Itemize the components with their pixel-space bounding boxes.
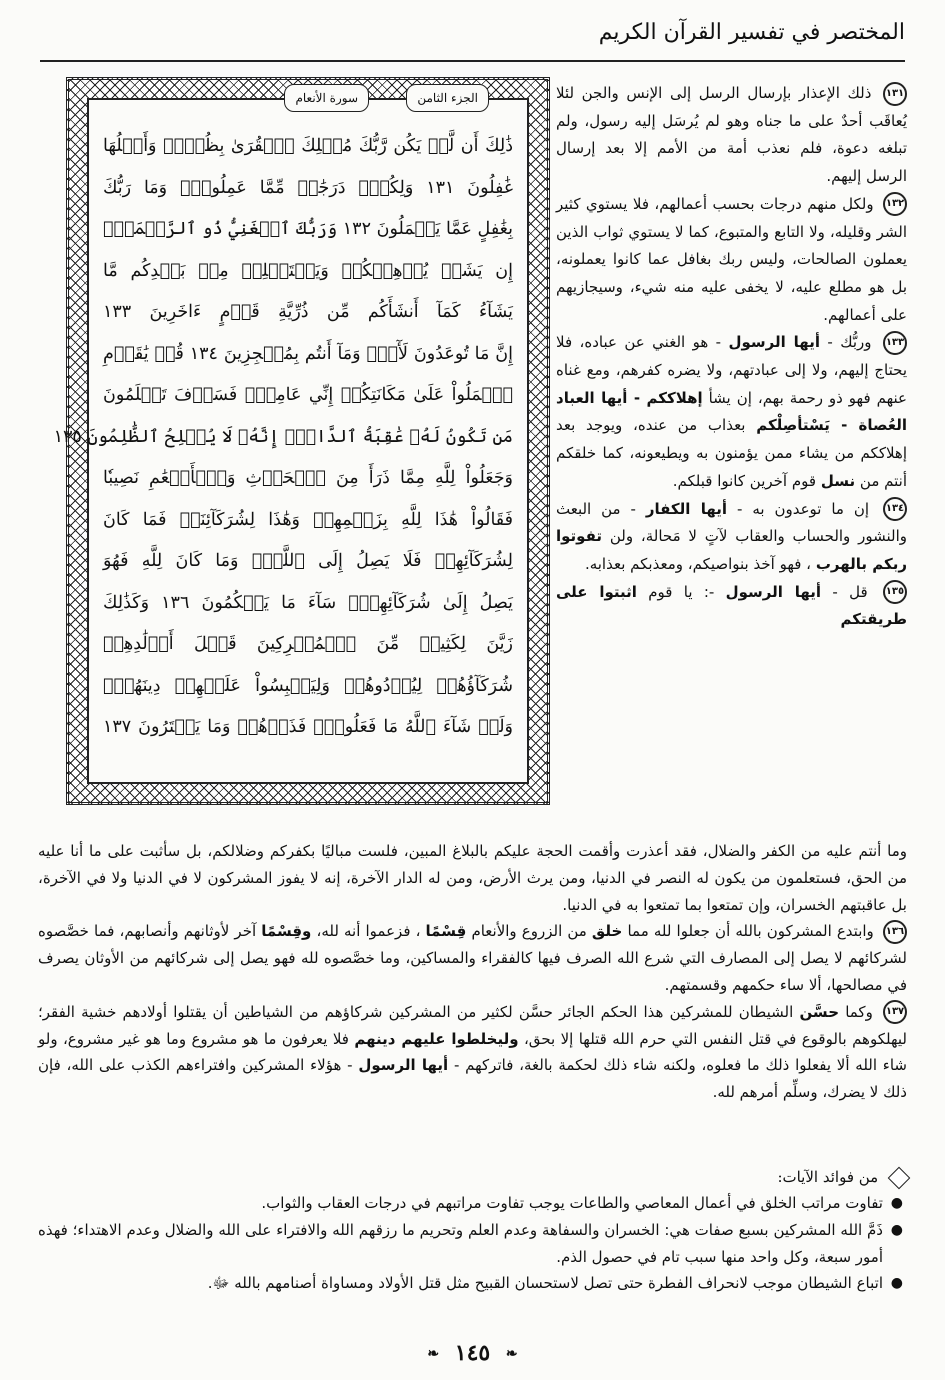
tafsir-text: من الزروع والأنعام [471, 922, 587, 941]
quran-text-box [53, 91, 529, 784]
benefit-item [38, 1217, 907, 1271]
quran-line: يَصِلُ إِلَىٰ شُرَكَآئِهِمۡۗ سَآءَ مَا يَحۡكُمُونَ ١٣٦ وَكَذَٰلِكَ [103, 592, 513, 613]
tafsir-text: وابتدع المشركون بالله أن جعلوا لله مما [627, 922, 874, 941]
benefits-section [38, 1168, 907, 1297]
tafsir-emphasis: خلق [591, 922, 623, 941]
quran-lines [53, 126, 513, 772]
tafsir-text: فلا يعرفون ما هو مشروع وما هو غير مشروع، ولو شاء الله ألا يفعلوا ذلك ما فعلوه، ولكنه شاء ذلك لحكمة بالغة، فاتركهم - [38, 1029, 907, 1075]
tafsir-emphasis: أيها الكفار [645, 499, 728, 518]
header-rule [40, 60, 905, 62]
surah-label: سورة الأنعام [284, 84, 369, 112]
tafsir-text: ولكل منهم درجات بحسب أعمالهم، فلا يستوي كثير الشر وقليله، ولا التابع والمتبوع، كما لا يستوي ثواب الذين يعملون الصالحات، وليس ربك بغافل عما كانوا يعملونه، بل هو مطلع عليه، لا يخفى عليه منه شيء، وسيجازيهم على أعمالهم. [556, 194, 907, 324]
bullet-icon: ● [890, 1275, 903, 1292]
ayah-number-badge: ١٣٧ [883, 1000, 907, 1024]
tafsir-emphasis: أيها الرسول [358, 1056, 449, 1075]
tafsir-text: وما أنتم عليه من الكفر والضلال، فقد أعذرت وأقمت الحجة عليكم بالبلاغ المبين، فلست مباليًا بكفركم وضلالكم، بل سأثبت على ما أنا عليه من الحق، فستعلمون من يكون له النصر في الدنيا، ومن يرث الأرض، ومن له الدار الآخرة، إنه لا يفوز المشركون لا في الدنيا ولا في الآخرة، بل عاقبتهم الخسران، وإن تمتعوا بما تمتعوا به في الدنيا. [38, 842, 907, 914]
quran-line: فَقَالُواْ هَٰذَا لِلَّهِ بِزَعۡمِهِمۡ وَهَٰذَا لِشُرَكَآئِنَاۖ فَمَا كَانَ [103, 509, 513, 530]
tafsir-text: إن ما توعدون به - [737, 499, 870, 518]
tafsir-text: الشيطان للمشركين هذا الحكم الجائر حسَّن لكثير من المشركين شركاؤهم من الشياطين أن يقتلوا أولادهم خشية الفقر؛ ليهلكوهم بالوقوع في قتل النفس التي حرم الله قتلها إلا بحق، [38, 1002, 907, 1048]
tafsir-text: قوم آخرين كانوا قبلكم. [672, 471, 817, 490]
quran-line: لِشُرَكَآئِهِمۡ فَلَا يَصِلُ إِلَى ٱللَّهِۖ وَمَا كَانَ لِلَّهِ فَهُوَ [103, 551, 513, 571]
tafsir-paragraph-137 [38, 999, 907, 1106]
tafsir-emphasis: اثبتوا على طريقتكم [556, 582, 907, 629]
tafsir-column [556, 80, 907, 634]
tafsir-paragraph-135-start [556, 579, 907, 634]
ayah-number-badge: ١٣٦ [883, 920, 907, 944]
tafsir-paragraph-134 [556, 496, 907, 579]
tafsir-text: - من البعث والنشور والحساب والعقاب لآتٍ لا مَحالة، ولن [556, 499, 907, 546]
quran-line: ذَٰلِكَ أَن لَّمۡ يَكُن رَّبُّكَ مُهۡلِكَ ٱلۡقُرَىٰ بِظُلۡمٖ وَأَهۡلُهَا [103, 136, 513, 156]
tafsir-text: - هو الغني عن عباده، فلا يحتاج إليهم، ولا إلى عبادتهم، ولا يضره كفرهم، ومع غناه عنهم فهو ذو رحمة بهم، إن يشأ [556, 333, 907, 407]
quran-line: زَيَّنَ لِكَثِيرٖ مِّنَ ٱلۡمُشۡرِكِينَ قَتۡلَ أَوۡلَٰدِهِمۡ [103, 634, 513, 654]
tafsir-text: ، فزعموا أنه لله، [316, 922, 421, 941]
tafsir-text: - هؤلاء المشركين وافتراءهم الكذب على الله، فإن ذلك لا يضرك، وسلِّم أمرهم لله. [38, 1056, 907, 1102]
quran-line: ٱعۡمَلُواْ عَلَىٰ مَكَانَتِكُمۡ إِنِّي عَامِلٞۖ فَسَوۡفَ تَعۡلَمُونَ [103, 385, 513, 405]
benefit-text: تفاوت مراتب الخلق في أعمال المعاصي والطاعات يوجب تفاوت مراتبهم في درجات العقاب والثواب. [261, 1194, 883, 1212]
tafsir-paragraph-133 [556, 329, 907, 495]
quran-line: غَٰفِلُونَ ١٣١ وَلِكُلّٖ دَرَجَٰتٞ مِّمَّا عَمِلُواْۚ وَمَا رَبُّكَ [103, 177, 513, 198]
ayah-number-badge: ١٣٢ [883, 192, 907, 216]
quran-line: شُرَكَآؤُهُمۡ لِيُرۡدُوهُمۡ وَلِيَلۡبِسُواْ عَلَيۡهِمۡ دِينَهُمۡۖ [103, 675, 513, 696]
tafsir-text: وربُّك - [827, 333, 872, 352]
tafsir-text: قل - [832, 582, 868, 601]
diamond-ornament-icon [888, 1167, 911, 1190]
tafsir-text: وكما [845, 1002, 873, 1021]
quran-line: وَجَعَلُواْ لِلَّهِ مِمَّا ذَرَأَ مِنَ ٱلۡحَرۡثِ وَٱلۡأَنۡعَٰمِ نَصِيبٗا [103, 468, 513, 488]
quran-line: بِغَٰفِلٍ عَمَّا يَعۡمَلُونَ ١٣٢ وَرَبُّكَ ٱلۡغَنِيُّ ذُو ٱلرَّحۡمَةِۚ [103, 219, 513, 239]
tafsir-text: -: يا قوم [648, 582, 715, 601]
quran-line: مَن تَكُونُ لَهُۥ عَٰقِبَةُ ٱلدَّارِۚ إِنَّهُۥ لَا يُفۡلِحُ ٱلظَّٰلِمُونَ ١٣٥ [53, 426, 513, 447]
ayah-number-badge: ١٣١ [883, 82, 907, 106]
quran-line: إِنَّ مَا تُوعَدُونَ لَأٓتٖۖ وَمَآ أَنتُم بِمُعۡجِزِينَ ١٣٤ قُلۡ يَٰقَوۡمِ [103, 343, 513, 364]
page-header [40, 18, 905, 64]
book-title: المختصر في تفسير القرآن الكريم [598, 20, 905, 45]
benefit-text: اتباع الشيطان موجب لانحراف الفطرة حتى تصل لاستحسان القبيح مثل قتل الأولاد ومساواة أصنامهم بالله ﷻ. [207, 1274, 883, 1293]
tafsir-emphasis: أيها الرسول [725, 582, 822, 601]
page-number: ١٤٥ [454, 1340, 491, 1366]
tafsir-paragraph-131 [556, 80, 907, 191]
benefits-title: من فوائد الآيات: [777, 1168, 879, 1186]
tafsir-emphasis: أيها الرسول [728, 333, 820, 352]
tafsir-emphasis: تفوتوا ربكم بالهرب [556, 527, 907, 573]
tafsir-paragraph-135-cont [38, 838, 907, 918]
tafsir-text: بعذاب من عنده، ويوجد بعد إهلاككم من يشاء ممن يؤمنون به ويطيعونه، كما خلقكم أنتم من [556, 416, 907, 490]
bullet-icon: ● [890, 1221, 903, 1238]
tafsir-emphasis: نسل [820, 471, 856, 490]
quran-line: إِن يَشَأۡ يُذۡهِبۡكُمۡ وَيَسۡتَخۡلِفۡ مِنۢ بَعۡدِكُم مَّا [103, 260, 513, 281]
ayah-number-badge: ١٣٥ [883, 580, 907, 604]
tafsir-emphasis: وقِسْمًا [261, 922, 312, 941]
ayah-number-badge: ١٣٤ [883, 497, 907, 521]
tafsir-paragraph-132 [556, 191, 907, 330]
ornament-icon: ❧ [505, 1346, 518, 1362]
quran-frame [53, 77, 550, 805]
ayah-number-badge: ١٣٣ [883, 331, 907, 355]
tafsir-emphasis: حسَّن [799, 1002, 840, 1021]
benefits-heading [38, 1168, 907, 1186]
bullet-icon: ● [890, 1195, 903, 1211]
ornament-icon: ❧ [427, 1346, 440, 1362]
tafsir-emphasis: إهلاككم - أيها العباد العُصاة - يَسْتأصِلْكم [556, 388, 907, 435]
quran-line: يَشَآءُ كَمَآ أَنشَأَكُم مِّن ذُرِّيَّةِ قَوۡمٍ ءَاخَرِينَ ١٣٣ [103, 302, 513, 322]
benefit-item [38, 1190, 907, 1217]
tafsir-emphasis: قِسْمًا [425, 922, 467, 941]
tafsir-text: آخر لأوثانهم وأنصابهم، فما خصَّصوه لشركائهم لا يصل إلى المصارف التي شرع الله الصرف فيها كالفقراء والمساكين، وما خصَّصوه لله فهو يصل إلى شركائهم من الأوثان يصرف في مصالحها، ألا ساء حكمهم وقسمتهم. [38, 922, 907, 994]
juz-label: الجزء الثامن [406, 84, 489, 112]
benefit-text: ذَمَّ الله المشركين بسبع صفات هي: الخسران والسفاهة وعدم العلم وتحريم ما رزقهم الله والافتراء على الله والضلال وعدم الاهتداء؛ فهذه أمور سبعة، وكل واحد منها سبب تام في حصول الذم. [38, 1220, 883, 1266]
benefit-item [38, 1270, 907, 1297]
quran-line: وَلَوۡ شَآءَ ٱللَّهُ مَا فَعَلُوهُۖ فَذَرۡهُمۡ وَمَا يَفۡتَرُونَ ١٣٧ [103, 717, 513, 737]
tafsir-text: ذلك الإعذار بإرسال الرسل إلى الإنس والجن لئلا يُعاقَب أحدٌ على ما جناه وهو لم يُرسَل إليه رسول، ولم تبلغه دعوة، فلم نعذب أمة من الأمم إلا بعد إرسال الرسل إليهم. [556, 84, 907, 186]
tafsir-full-width [38, 838, 907, 1106]
tafsir-text: ، فهو آخذ بنواصيكم، ومعذبكم بعذابه. [584, 554, 812, 573]
tafsir-paragraph-136 [38, 918, 907, 998]
tafsir-emphasis: وليخلطوا عليهم دينهم [354, 1029, 519, 1048]
page-footer [0, 1340, 945, 1366]
